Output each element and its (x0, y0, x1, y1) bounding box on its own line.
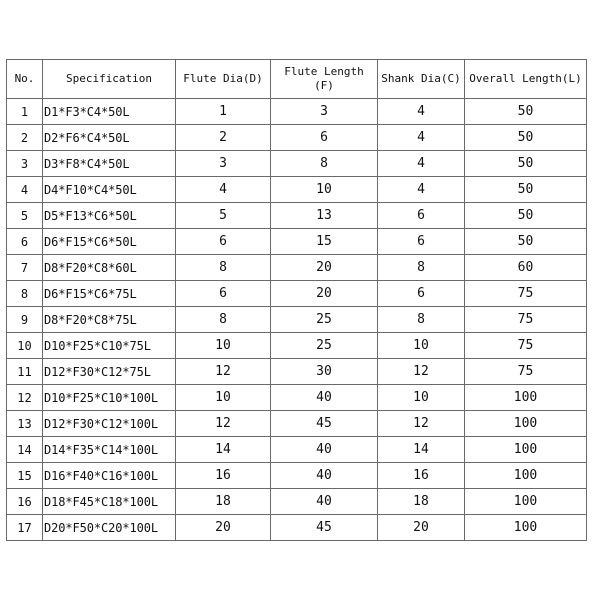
cell-overall-length: 50 (465, 229, 587, 255)
cell-shank-dia: 4 (378, 151, 465, 177)
cell-flute-dia: 8 (176, 307, 271, 333)
cell-no: 4 (7, 177, 43, 203)
cell-specification: D20*F50*C20*100L (43, 515, 176, 541)
cell-no: 10 (7, 333, 43, 359)
cell-flute-dia: 2 (176, 125, 271, 151)
cell-specification: D8*F20*C8*75L (43, 307, 176, 333)
cell-shank-dia: 6 (378, 281, 465, 307)
cell-flute-length: 40 (271, 489, 378, 515)
cell-flute-length: 13 (271, 203, 378, 229)
table-body (7, 99, 587, 541)
cell-specification: D14*F35*C14*100L (43, 437, 176, 463)
cell-no: 8 (7, 281, 43, 307)
cell-flute-length: 40 (271, 463, 378, 489)
cell-overall-length: 50 (465, 177, 587, 203)
cell-overall-length: 100 (465, 463, 587, 489)
cell-flute-dia: 6 (176, 229, 271, 255)
cell-no: 11 (7, 359, 43, 385)
cell-flute-dia: 14 (176, 437, 271, 463)
cell-shank-dia: 4 (378, 99, 465, 125)
table-row (7, 411, 587, 437)
cell-no: 2 (7, 125, 43, 151)
cell-shank-dia: 8 (378, 255, 465, 281)
cell-specification: D12*F30*C12*100L (43, 411, 176, 437)
table-row (7, 359, 587, 385)
header-flute-length-line1: Flute Length (284, 65, 364, 78)
cell-flute-dia: 6 (176, 281, 271, 307)
cell-overall-length: 100 (465, 437, 587, 463)
cell-flute-length: 25 (271, 307, 378, 333)
table-row (7, 255, 587, 281)
cell-overall-length: 50 (465, 203, 587, 229)
cell-flute-length: 6 (271, 125, 378, 151)
cell-no: 1 (7, 99, 43, 125)
cell-flute-dia: 20 (176, 515, 271, 541)
cell-specification: D3*F8*C4*50L (43, 151, 176, 177)
cell-overall-length: 75 (465, 281, 587, 307)
cell-shank-dia: 6 (378, 203, 465, 229)
cell-shank-dia: 4 (378, 125, 465, 151)
specification-table (6, 59, 587, 541)
header-no: No. (7, 60, 43, 99)
cell-no: 5 (7, 203, 43, 229)
cell-overall-length: 100 (465, 385, 587, 411)
table-row (7, 203, 587, 229)
cell-overall-length: 100 (465, 489, 587, 515)
cell-overall-length: 75 (465, 359, 587, 385)
cell-specification: D16*F40*C16*100L (43, 463, 176, 489)
cell-no: 15 (7, 463, 43, 489)
cell-flute-dia: 3 (176, 151, 271, 177)
table-row (7, 307, 587, 333)
table-row (7, 151, 587, 177)
cell-overall-length: 50 (465, 151, 587, 177)
cell-flute-dia: 1 (176, 99, 271, 125)
cell-flute-dia: 12 (176, 359, 271, 385)
cell-specification: D6*F15*C6*50L (43, 229, 176, 255)
table-row (7, 177, 587, 203)
cell-specification: D10*F25*C10*75L (43, 333, 176, 359)
cell-specification: D4*F10*C4*50L (43, 177, 176, 203)
table-row (7, 229, 587, 255)
header-flute-length (271, 60, 378, 99)
header-shank-dia: Shank Dia(C) (378, 60, 465, 99)
table-row (7, 333, 587, 359)
cell-flute-length: 40 (271, 385, 378, 411)
cell-specification: D8*F20*C8*60L (43, 255, 176, 281)
cell-no: 14 (7, 437, 43, 463)
cell-shank-dia: 8 (378, 307, 465, 333)
cell-flute-length: 45 (271, 515, 378, 541)
cell-shank-dia: 16 (378, 463, 465, 489)
cell-flute-length: 40 (271, 437, 378, 463)
cell-shank-dia: 12 (378, 411, 465, 437)
cell-overall-length: 100 (465, 411, 587, 437)
cell-specification: D6*F15*C6*75L (43, 281, 176, 307)
cell-flute-dia: 5 (176, 203, 271, 229)
cell-flute-length: 25 (271, 333, 378, 359)
cell-flute-dia: 4 (176, 177, 271, 203)
table-row (7, 463, 587, 489)
cell-no: 6 (7, 229, 43, 255)
cell-overall-length: 50 (465, 125, 587, 151)
cell-shank-dia: 6 (378, 229, 465, 255)
table-row (7, 99, 587, 125)
cell-flute-length: 20 (271, 255, 378, 281)
cell-specification: D12*F30*C12*75L (43, 359, 176, 385)
cell-no: 12 (7, 385, 43, 411)
cell-flute-dia: 10 (176, 333, 271, 359)
cell-shank-dia: 10 (378, 385, 465, 411)
cell-flute-dia: 12 (176, 411, 271, 437)
cell-flute-length: 10 (271, 177, 378, 203)
header-flute-dia: Flute Dia(D) (176, 60, 271, 99)
cell-flute-dia: 18 (176, 489, 271, 515)
cell-no: 13 (7, 411, 43, 437)
cell-specification: D5*F13*C6*50L (43, 203, 176, 229)
cell-no: 16 (7, 489, 43, 515)
cell-shank-dia: 20 (378, 515, 465, 541)
cell-flute-length: 8 (271, 151, 378, 177)
cell-shank-dia: 10 (378, 333, 465, 359)
cell-specification: D10*F25*C10*100L (43, 385, 176, 411)
cell-no: 17 (7, 515, 43, 541)
table-row (7, 515, 587, 541)
cell-flute-length: 20 (271, 281, 378, 307)
cell-shank-dia: 18 (378, 489, 465, 515)
cell-shank-dia: 4 (378, 177, 465, 203)
cell-overall-length: 75 (465, 333, 587, 359)
cell-specification: D18*F45*C18*100L (43, 489, 176, 515)
cell-flute-length: 30 (271, 359, 378, 385)
header-specification: Specification (43, 60, 176, 99)
table-row (7, 385, 587, 411)
cell-shank-dia: 12 (378, 359, 465, 385)
cell-flute-length: 3 (271, 99, 378, 125)
cell-specification: D1*F3*C4*50L (43, 99, 176, 125)
cell-no: 7 (7, 255, 43, 281)
table-row (7, 489, 587, 515)
cell-specification: D2*F6*C4*50L (43, 125, 176, 151)
cell-no: 3 (7, 151, 43, 177)
header-flute-length-line2: (F) (314, 79, 334, 92)
cell-shank-dia: 14 (378, 437, 465, 463)
cell-no: 9 (7, 307, 43, 333)
header-overall-length: Overall Length(L) (465, 60, 587, 99)
table-row (7, 437, 587, 463)
cell-overall-length: 50 (465, 99, 587, 125)
cell-flute-length: 15 (271, 229, 378, 255)
cell-flute-dia: 8 (176, 255, 271, 281)
cell-overall-length: 60 (465, 255, 587, 281)
header-row (7, 60, 587, 99)
cell-overall-length: 75 (465, 307, 587, 333)
table-row (7, 281, 587, 307)
table-row (7, 125, 587, 151)
cell-overall-length: 100 (465, 515, 587, 541)
cell-flute-dia: 16 (176, 463, 271, 489)
cell-flute-length: 45 (271, 411, 378, 437)
cell-flute-dia: 10 (176, 385, 271, 411)
